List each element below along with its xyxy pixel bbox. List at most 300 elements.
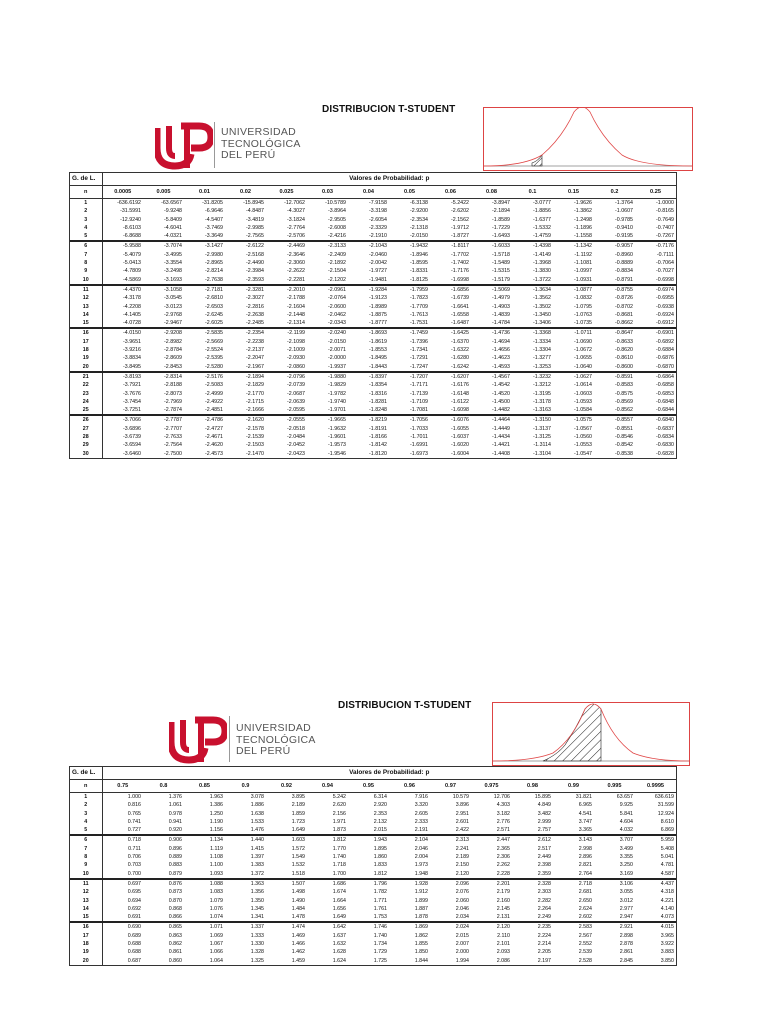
column-header-p: 0.02 — [225, 186, 266, 199]
column-header-p: 0.06 — [430, 186, 471, 199]
row-degrees-of-freedom: 16 — [70, 328, 102, 337]
table-cell: 3.707 — [594, 835, 635, 844]
table-cell: -636.6192 — [117, 200, 141, 206]
table-cell: -1.9432 — [389, 241, 430, 250]
table-cell: -2.4851 — [205, 407, 223, 414]
table-cell: -2.8784 — [164, 347, 182, 354]
table-cell: -3.8495 — [123, 363, 141, 370]
table-cell: 31.821 — [575, 794, 592, 800]
header-degrees-of-freedom: G. de L. — [70, 173, 102, 186]
table-cell: -1.4623 — [492, 355, 510, 362]
table-cell: 1.624 — [332, 957, 346, 964]
table-cell: -2.2816 — [246, 303, 264, 310]
table-cell: 1.973 — [414, 862, 428, 869]
table-cell: 4.032 — [619, 827, 633, 834]
row-degrees-of-freedom: 7 — [70, 845, 102, 853]
table-cell: -1.3406 — [533, 320, 551, 327]
column-header-p: 0.85 — [184, 780, 225, 793]
table-cell: -2.4671 — [205, 434, 223, 441]
table-cell: -1.4694 — [492, 338, 510, 345]
table-cell: -1.3968 — [533, 260, 551, 267]
column-header-p: 0.995 — [594, 780, 635, 793]
row-degrees-of-freedom: 16 — [70, 922, 102, 931]
table-cell: -3.6594 — [123, 442, 141, 449]
table-cell: -1.0560 — [574, 434, 592, 441]
table-cell: 0.765 — [127, 810, 141, 817]
table-row — [70, 381, 676, 389]
column-header-p: 0.96 — [389, 780, 430, 793]
table-cell: 0.706 — [127, 854, 141, 861]
column-header-p: 0.98 — [512, 780, 553, 793]
table-cell: 2.120 — [455, 870, 469, 877]
table-cell: -3.7454 — [123, 398, 141, 405]
table-cell: -1.3634 — [512, 285, 553, 294]
table-row — [70, 390, 676, 398]
table-cell: -4.2208 — [123, 303, 141, 310]
table-cell: 2.189 — [455, 854, 469, 861]
table-cell: 2.999 — [537, 818, 551, 825]
row-degrees-of-freedom: 12 — [70, 294, 102, 302]
table-cell: -1.6558 — [451, 311, 469, 318]
table-cell: 3.922 — [660, 941, 674, 948]
table-cell: -3.6739 — [123, 434, 141, 441]
table-header-row — [70, 767, 676, 780]
table-cell: 2.365 — [496, 845, 510, 852]
table-cell: -0.7064 — [656, 260, 674, 267]
table-cell: -0.7111 — [656, 251, 674, 258]
table-cell: 5.841 — [619, 810, 633, 817]
row-degrees-of-freedom: 20 — [70, 957, 102, 965]
table-cell: -1.9701 — [328, 407, 346, 414]
table-cell: 5.242 — [332, 794, 346, 800]
table-row — [70, 905, 676, 913]
table-row — [70, 957, 676, 965]
table-cell: 2.998 — [578, 845, 592, 852]
table-cell: -0.6912 — [656, 320, 674, 327]
table-cell: -0.7267 — [656, 233, 674, 240]
table-cell: -1.7613 — [410, 311, 428, 318]
table-cell: -1.3232 — [512, 372, 553, 381]
row-degrees-of-freedom: 10 — [70, 870, 102, 879]
table-cell: 1.770 — [332, 845, 346, 852]
table-cell: -2.3281 — [225, 285, 266, 294]
table-cell: 1.250 — [209, 810, 223, 817]
row-degrees-of-freedom: 8 — [70, 259, 102, 267]
table-cell: -2.2047 — [246, 355, 264, 362]
table-cell: -3.7066 — [102, 415, 143, 424]
table-cell: 3.143 — [553, 835, 594, 844]
table-cell: 1.328 — [250, 949, 264, 956]
table-cell: -2.0764 — [328, 295, 346, 302]
table-row — [70, 861, 676, 869]
table-cell: 1.330 — [250, 941, 264, 948]
table-cell: 4.318 — [660, 889, 674, 896]
table-cell: -0.8633 — [615, 338, 633, 345]
table-cell: -1.6055 — [451, 425, 469, 432]
table-cell: -2.0555 — [266, 415, 307, 424]
column-header-p: 0.03 — [307, 186, 348, 199]
column-header-p: 0.2 — [594, 186, 635, 199]
table-cell: -1.1192 — [574, 251, 592, 258]
table-cell: 2.764 — [578, 870, 592, 877]
table-row — [70, 363, 676, 372]
table-cell: 2.214 — [537, 941, 551, 948]
table-cell: -2.4727 — [205, 425, 223, 432]
table-cell: -6.8688 — [123, 233, 141, 240]
table-cell: -2.1503 — [246, 442, 264, 449]
table-cell: -1.0931 — [574, 276, 592, 283]
page-title: DISTRIBUCION T-STUDENT — [322, 104, 456, 115]
table-cell: 2.179 — [496, 889, 510, 896]
table-cell: -2.3133 — [307, 241, 348, 250]
table-cell: 1.873 — [332, 827, 346, 834]
table-cell: -2.1894 — [492, 208, 510, 215]
table-cell: 2.612 — [512, 835, 553, 844]
column-header-p: 0.99 — [553, 780, 594, 793]
table-cell: -1.8875 — [369, 311, 387, 318]
table-cell: -2.9980 — [205, 251, 223, 258]
table-cell: 2.224 — [537, 932, 551, 939]
table-cell: -2.7969 — [164, 398, 182, 405]
table-cell: -1.8443 — [369, 363, 387, 370]
table-cell: -1.3195 — [533, 390, 551, 397]
table-cell: -1.4736 — [471, 328, 512, 337]
table-cell: -2.5083 — [205, 382, 223, 389]
table-cell: 2.205 — [537, 949, 551, 956]
table-cell: -2.6054 — [369, 216, 387, 223]
table-cell: -1.8989 — [369, 303, 387, 310]
table-cell: -4.5869 — [123, 276, 141, 283]
table-cell: -2.9985 — [246, 224, 264, 231]
table-cell: -1.6004 — [451, 450, 469, 457]
table-cell: 0.978 — [168, 810, 182, 817]
table-cell: -2.0000 — [328, 355, 346, 362]
table-cell: -0.6844 — [656, 407, 674, 414]
table-cell: 2.120 — [471, 922, 512, 931]
logo-text — [221, 127, 301, 162]
table-cell: 1.928 — [389, 879, 430, 888]
row-degrees-of-freedom: 1 — [70, 793, 102, 802]
table-cell: -2.0150 — [328, 338, 346, 345]
table-cell: -1.3502 — [533, 303, 551, 310]
row-degrees-of-freedom: 4 — [70, 818, 102, 826]
table-cell: 3.965 — [660, 932, 674, 939]
column-header-n: n — [70, 780, 102, 793]
row-degrees-of-freedom: 19 — [70, 354, 102, 362]
table-column-header-row — [70, 186, 676, 199]
table-cell: 1.729 — [373, 949, 387, 956]
table-row — [70, 372, 676, 381]
table-cell: -0.8889 — [615, 260, 633, 267]
row-degrees-of-freedom: 6 — [70, 835, 102, 844]
table-cell: -1.9937 — [328, 363, 346, 370]
table-cell: -1.6998 — [451, 276, 469, 283]
table-cell: 4.073 — [660, 914, 674, 921]
table-cell: -2.4620 — [205, 442, 223, 449]
table-cell: -0.6858 — [656, 382, 674, 389]
table-cell: 2.539 — [578, 949, 592, 956]
table-cell: 1.459 — [291, 957, 305, 964]
table-cell: -1.0607 — [615, 208, 633, 215]
table-cell: 2.150 — [455, 862, 469, 869]
table-cell: 0.873 — [168, 889, 182, 896]
table-cell: -2.0150 — [410, 233, 428, 240]
row-degrees-of-freedom: 12 — [70, 888, 102, 896]
column-header-p: 0.15 — [553, 186, 594, 199]
table-cell: -1.6377 — [533, 216, 551, 223]
table-cell: -1.4784 — [492, 320, 510, 327]
table-cell: 0.703 — [127, 862, 141, 869]
table-cell: -2.1470 — [246, 450, 264, 457]
table-cell: -0.6837 — [656, 425, 674, 432]
table-cell: 1.337 — [225, 922, 266, 931]
table-cell: -2.8214 — [205, 268, 223, 275]
column-header-p: 0.75 — [102, 780, 143, 793]
table-cell: -2.1202 — [328, 276, 346, 283]
table-cell: -1.4421 — [492, 442, 510, 449]
table-row — [70, 793, 676, 802]
table-row — [70, 207, 676, 215]
table-cell: -3.9651 — [123, 338, 141, 345]
table-cell: -2.5835 — [184, 328, 225, 337]
table-cell: -1.0553 — [574, 442, 592, 449]
table-cell: -2.7707 — [164, 425, 182, 432]
table-cell: 1.753 — [373, 914, 387, 921]
table-cell: -1.8142 — [369, 442, 387, 449]
table-cell: 2.447 — [471, 835, 512, 844]
table-cell: -3.9216 — [123, 347, 141, 354]
column-header-p: 0.97 — [430, 780, 471, 793]
table-cell: -2.1448 — [287, 311, 305, 318]
table-cell: 3.320 — [414, 802, 428, 809]
table-cell: 2.241 — [455, 845, 469, 852]
column-header-p: 0.92 — [266, 780, 307, 793]
table-cell: -2.8453 — [164, 363, 182, 370]
table-cell: -1.0672 — [574, 347, 592, 354]
table-cell: -3.1824 — [287, 216, 305, 223]
table-cell: 31.599 — [657, 802, 674, 809]
table-cell: 2.060 — [455, 897, 469, 904]
table-cell: -3.2498 — [164, 268, 182, 275]
table-cell: 2.160 — [496, 897, 510, 904]
table-cell: -3.3198 — [369, 208, 387, 215]
table-cell: -1.3114 — [533, 442, 551, 449]
table-cell: 1.386 — [209, 802, 223, 809]
table-cell: 1.478 — [291, 914, 305, 921]
table-cell: -1.9123 — [369, 295, 387, 302]
table-cell: 12.706 — [493, 794, 510, 800]
table-cell: -3.7921 — [123, 382, 141, 389]
table-cell: 10.579 — [452, 794, 469, 800]
table-cell: -2.5706 — [287, 233, 305, 240]
table-cell: -1.9829 — [328, 382, 346, 389]
table-cell: 2.528 — [578, 957, 592, 964]
table-cell: -1.8589 — [492, 216, 510, 223]
column-header-p: 0.0005 — [102, 186, 143, 199]
table-cell: 1.076 — [209, 905, 223, 912]
table-cell: 2.034 — [455, 914, 469, 921]
row-degrees-of-freedom: 9 — [70, 861, 102, 869]
table-cell: 2.076 — [455, 889, 469, 896]
table-cell: 2.571 — [496, 827, 510, 834]
table-cell: -2.3593 — [246, 276, 264, 283]
logo-line: UNIVERSIDAD — [236, 722, 312, 734]
table-cell: -1.1558 — [574, 233, 592, 240]
table-cell: 2.156 — [332, 810, 346, 817]
table-row — [70, 853, 676, 861]
table-cell: 1.850 — [414, 949, 428, 956]
table-cell: 1.746 — [348, 922, 389, 931]
table-cell: 1.649 — [332, 914, 346, 921]
table-row — [70, 259, 676, 267]
table-cell: -1.2498 — [574, 216, 592, 223]
table-cell: 1.844 — [414, 957, 428, 964]
table-cell: -3.6896 — [123, 425, 141, 432]
table-row — [70, 267, 676, 275]
table-cell: -2.2409 — [328, 251, 346, 258]
table-cell: -0.6938 — [656, 303, 674, 310]
table-cell: 1.383 — [250, 862, 264, 869]
table-cell: -8.6103 — [123, 224, 141, 231]
table-row — [70, 450, 676, 458]
table-row — [70, 232, 676, 241]
table-cell: -1.8727 — [451, 233, 469, 240]
table-cell: -3.1427 — [184, 241, 225, 250]
table-cell: -63.6567 — [161, 200, 182, 206]
table-cell: 2.306 — [496, 854, 510, 861]
table-cell: -1.6020 — [451, 442, 469, 449]
table-cell: 2.145 — [496, 905, 510, 912]
table-cell: 1.061 — [168, 802, 182, 809]
table-cell: 1.855 — [414, 941, 428, 948]
table-cell: 1.119 — [210, 845, 223, 852]
table-cell: 2.228 — [496, 870, 510, 877]
table-cell: 3.182 — [496, 810, 510, 817]
table-cell: -2.0595 — [287, 407, 305, 414]
table-cell: -0.8542 — [615, 442, 633, 449]
table-cell: -3.0123 — [164, 303, 182, 310]
table-cell: -2.2638 — [246, 311, 264, 318]
table-cell: -1.7291 — [410, 355, 428, 362]
table-cell: -1.6176 — [451, 382, 469, 389]
table-cell: 0.718 — [102, 835, 143, 844]
row-degrees-of-freedom: 15 — [70, 913, 102, 922]
table-cell: -0.8600 — [615, 363, 633, 370]
table-cell: -2.4573 — [205, 450, 223, 457]
table-cell: 0.866 — [168, 914, 182, 921]
table-cell: -0.6848 — [656, 398, 674, 405]
table-cell: -2.0484 — [287, 434, 305, 441]
table-cell: -2.1892 — [328, 260, 346, 267]
table-cell: 3.883 — [660, 949, 674, 956]
table-cell: -1.0877 — [553, 285, 594, 294]
table-cell: 1.796 — [348, 879, 389, 888]
table-cell: 1.134 — [184, 835, 225, 844]
table-cell: -1.4482 — [492, 407, 510, 414]
table-cell: 0.741 — [127, 818, 141, 825]
table-cell: -2.5176 — [184, 372, 225, 381]
column-header-p: 0.8 — [143, 780, 184, 793]
table-cell: 0.700 — [127, 870, 141, 877]
table-cell: -1.7033 — [410, 425, 428, 432]
table-cell: -0.6974 — [635, 285, 676, 294]
table-cell: -1.6207 — [430, 372, 471, 381]
table-cell: -1.4759 — [533, 233, 551, 240]
table-cell: -1.7459 — [389, 328, 430, 337]
table-cell: -2.1539 — [246, 434, 264, 441]
table-cell: -1.9665 — [307, 415, 348, 424]
table-cell: -0.8575 — [615, 390, 633, 397]
table-cell: -2.0452 — [287, 442, 305, 449]
row-degrees-of-freedom: 2 — [70, 207, 102, 215]
table-cell: -1.6856 — [430, 285, 471, 294]
table-cell: 1.066 — [209, 949, 223, 956]
table-cell: -2.1562 — [451, 216, 469, 223]
table-cell: 4.781 — [660, 862, 674, 869]
table-cell: 0.879 — [168, 870, 182, 877]
table-cell: -2.1578 — [246, 425, 264, 432]
table-cell: -1.7823 — [410, 295, 428, 302]
table-cell: -3.3554 — [164, 260, 182, 267]
table-cell: 0.906 — [143, 835, 184, 844]
table-cell: -1.6033 — [471, 241, 512, 250]
table-cell: -2.0860 — [287, 363, 305, 370]
table-cell: -1.0575 — [553, 415, 594, 424]
table-cell: 3.078 — [250, 794, 264, 800]
table-cell: -2.5280 — [205, 363, 223, 370]
table-cell: -1.4979 — [492, 295, 510, 302]
table-cell: 2.951 — [455, 810, 469, 817]
table-cell: 2.757 — [537, 827, 551, 834]
column-header-p: 0.95 — [348, 780, 389, 793]
table-cell: 2.718 — [553, 879, 594, 888]
table-cell: -2.8073 — [164, 390, 182, 397]
row-degrees-of-freedom: 30 — [70, 450, 102, 458]
table-cell: 1.963 — [209, 794, 223, 800]
table-cell: -1.4464 — [471, 415, 512, 424]
table-cell: -0.8591 — [594, 372, 635, 381]
table-cell: 2.602 — [578, 914, 592, 921]
table-cell: 2.898 — [619, 932, 633, 939]
table-cell: 3.365 — [578, 827, 592, 834]
table-cell: 2.333 — [414, 818, 428, 825]
table-cell: -0.7176 — [635, 241, 676, 250]
table-cell: -4.5407 — [205, 216, 223, 223]
table-row — [70, 826, 676, 835]
table-cell: -1.4449 — [492, 425, 510, 432]
table-cell: 1.971 — [332, 818, 346, 825]
table-cell: 1.994 — [455, 957, 469, 964]
table-cell: -2.2622 — [287, 268, 305, 275]
table-cell: -0.6830 — [656, 442, 674, 449]
table-cell: -1.1081 — [574, 260, 592, 267]
table-cell: -1.6148 — [451, 390, 469, 397]
table-cell: -3.0777 — [533, 200, 551, 206]
table-cell: 1.507 — [266, 879, 307, 888]
table-cell: 1.674 — [332, 889, 346, 896]
table-cell: 2.845 — [619, 957, 633, 964]
row-degrees-of-freedom: 10 — [70, 276, 102, 285]
table-cell: -1.3334 — [533, 338, 551, 345]
table-cell: -0.7027 — [656, 268, 674, 275]
row-degrees-of-freedom: 7 — [70, 251, 102, 259]
column-header-n: n — [70, 186, 102, 199]
table-cell: 2.015 — [373, 827, 387, 834]
table-cell: -1.0763 — [574, 311, 592, 318]
column-header-p: 0.04 — [348, 186, 389, 199]
header-probability: Valores de Probabilidad: p — [102, 173, 676, 186]
table-cell: 0.690 — [102, 922, 143, 931]
